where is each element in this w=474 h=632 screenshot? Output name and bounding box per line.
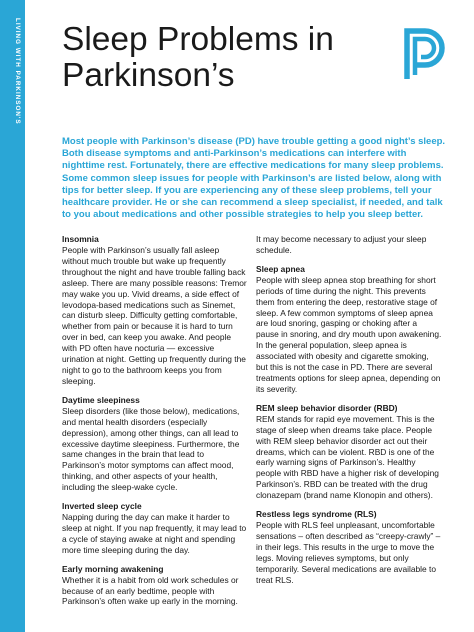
section-inverted-sleep-cycle xyxy=(62,501,248,556)
section-body: Sleep disorders (like those below), medications, and mental health disorders (especially depression), among other things, can all lead to excessive daytime sleepiness. Furthermore, the same changes in the brain that lead to Parkinson’s motor symptoms can affect mood, thinking, and other aspects of your health, including the sleep-wake cycle. xyxy=(62,405,240,493)
section-rem-sleep-behavior-disorder xyxy=(256,403,442,501)
section-restless-legs-syndrome xyxy=(256,509,442,585)
section-body: Napping during the day can make it harder to sleep at night. If you nap frequently, it may lead to a cycle of staying awake at night and spending more time sleeping during the day. xyxy=(62,512,247,555)
section-insomnia xyxy=(62,234,248,387)
right-column xyxy=(256,234,442,593)
page-title-line-2: Parkinson’s xyxy=(62,57,235,94)
sidebar-band xyxy=(0,0,25,632)
page-title-line-1: Sleep Problems in xyxy=(62,21,334,58)
section-body: REM stands for rapid eye movement. This is the stage of sleep when dreams take place. People with REM sleep behavior disorder act out their dreams, which can be violent. RBD is one of the early warning signs of Parkinson’s. Healthy people with RBD have a higher risk of developing Parkinson’s. RBD can be treated with the drug clonazepam (brand name Klonopin and others). xyxy=(256,413,439,501)
section-heading: Daytime sleepiness xyxy=(62,394,140,405)
section-body: People with RLS feel unpleasant, uncomfortable sensations – often described as “creepy-crawly” – in their legs. This results in the urge to move the legs. Moving relieves symptoms, but only temporarily. Several medications are available to treat RLS. xyxy=(256,520,441,585)
section-early-morning-awakening xyxy=(62,564,248,608)
section-heading: Insomnia xyxy=(62,234,99,244)
section-heading: Early morning awakening xyxy=(62,563,164,574)
section-sleep-apnea xyxy=(256,264,442,395)
section-body: Whether it is a habit from old work schedules or because of an early bedtime, people with Parkinson’s often wake up early in the morning. xyxy=(62,574,239,607)
section-daytime-sleepiness xyxy=(62,395,248,493)
section-heading: Inverted sleep cycle xyxy=(62,501,142,512)
section-continuation: It may become necessary to adjust your sleep schedule. xyxy=(256,234,427,255)
section-body: People with Parkinson’s usually fall asleep without much trouble but wake up frequently throughout the night and have trouble falling back asleep. There are many possible reasons: Tremor may wake you up. Vivid dreams, a side effect of levodopa-based medications such as Sinemet, can disturb sleep. Difficulty getting comfortable, whether from pain or because it is hard to turn over in bed, can keep you awake. And people with PD often have nocturia — excessive urination at night. Getting up frequently during the night to go to the bathroom keeps you from sleeping. xyxy=(62,245,247,386)
sidebar-label: LIVING WITH PARKINSON'S xyxy=(14,18,21,125)
section-body: People with sleep apnea stop breathing for short periods of time during the night. This prevents them from entering the deep, restorative stage of sleep. A few common symptoms of sleep apnea are loud snoring, gasping or choking after a pause in snoring, and dry mouth upon awakening. In the general population, sleep apnea is associated with obesity and cigarette smoking, but this is not the case in PD. There are several treatments options for sleep apnea, depending on its severity. xyxy=(256,274,442,394)
intro-paragraph: Most people with Parkinson’s disease (PD) have trouble getting a good night’s sleep. Both disease symptoms and anti-Parkinson’s medications can interfere with nighttime rest. Fortunately, there are effective medications for many sleep problems. Some common sleep issues for people with Parkinson’s are listed below, along with tips for better sleep. If you are experiencing any of these sleep problems, tell your healthcare provider. He or she can recommend a sleep specialist, if needed, and talk to you about medications and other possible strategies to help you sleep better. xyxy=(62,136,446,221)
parkinsons-p-logo-icon xyxy=(403,27,449,81)
left-column xyxy=(62,234,248,615)
page-title xyxy=(62,22,392,94)
section-heading: REM sleep behavior disorder (RBD) xyxy=(256,402,398,413)
section-heading: Restless legs syndrome (RLS) xyxy=(256,509,377,520)
section-heading: Sleep apnea xyxy=(256,263,305,274)
